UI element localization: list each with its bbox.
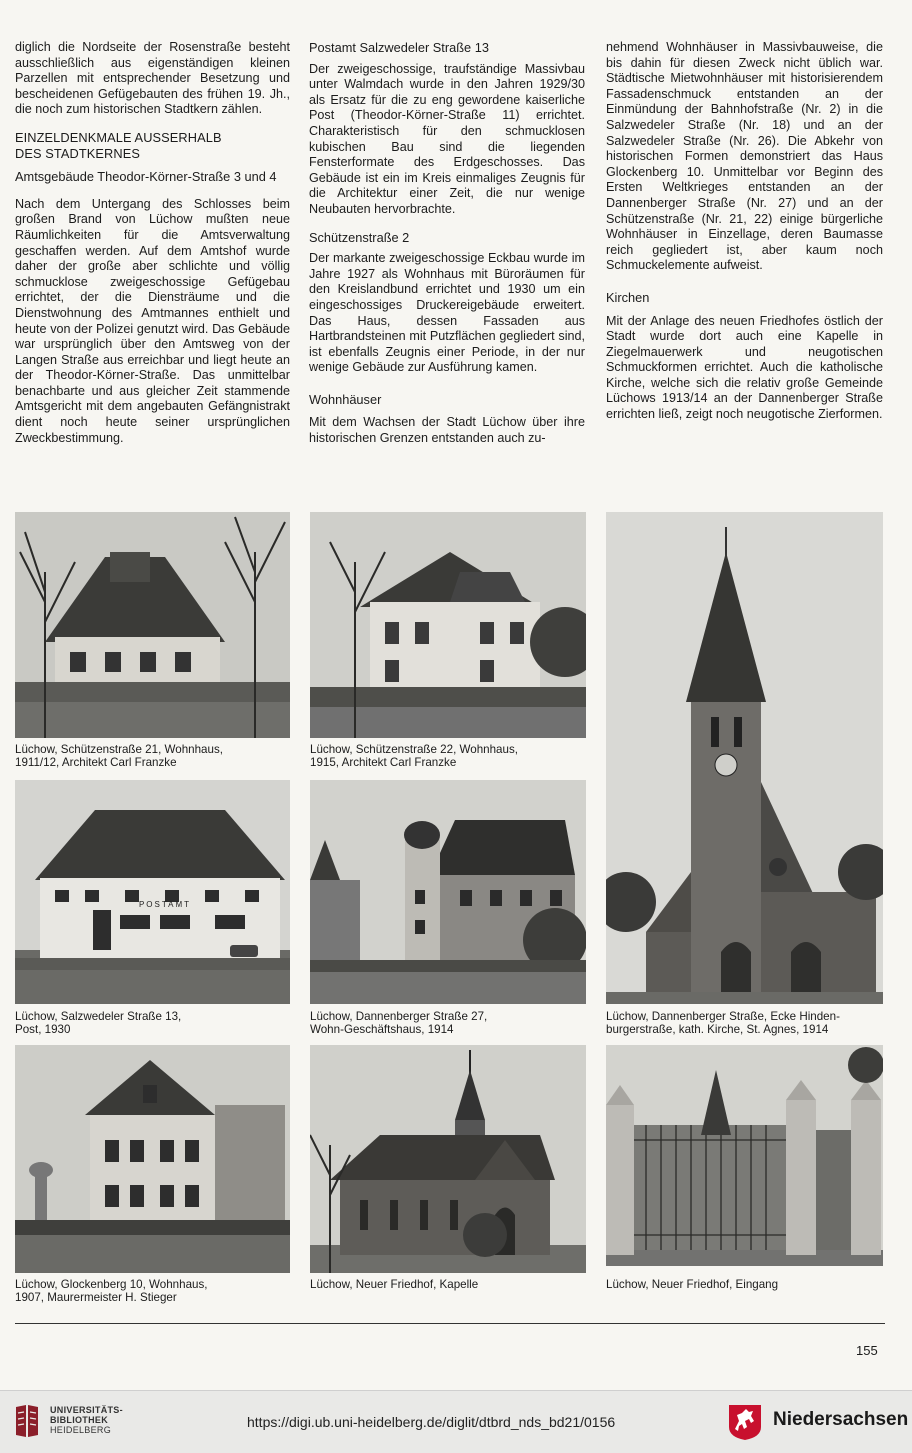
photo-postamt	[15, 780, 290, 1004]
subheading: Postamt Salzwedeler Straße 13	[309, 40, 489, 55]
caption-line: Lüchow, Dannenberger Straße, Ecke Hinden-	[606, 1010, 840, 1023]
caption-line: Lüchow, Neuer Friedhof, Kapelle	[310, 1278, 479, 1291]
section-heading-line: EINZELDENKMALE AUSSERHALB	[15, 129, 222, 145]
subheading: Schützenstraße 2	[309, 229, 410, 245]
photo-cemetery-chapel	[310, 1045, 586, 1273]
caption-line: Lüchow, Salzwedeler Straße 13,	[15, 1010, 182, 1023]
subheading: Wohnhäuser	[309, 391, 382, 407]
library-name-line: HEIDELBERG	[50, 1425, 112, 1435]
caption-line: Lüchow, Schützenstraße 22, Wohnhaus,	[310, 743, 518, 756]
caption-line: Lüchow, Schützenstraße 21, Wohnhaus,	[15, 743, 223, 756]
caption-line: 1911/12, Architekt Carl Franzke	[15, 756, 177, 770]
photo-caption	[606, 1010, 840, 1036]
photo-caption	[606, 1278, 778, 1291]
caption-line: Lüchow, Glockenberg 10, Wohnhaus,	[15, 1278, 208, 1291]
divider	[15, 1323, 885, 1324]
university-library-name[interactable]	[50, 1405, 123, 1435]
caption-line: Lüchow, Dannenberger Straße 27,	[310, 1010, 488, 1023]
page-url-link[interactable]: https://digi.ub.uni-heidelberg.de/diglit/dtbrd_nds_bd21/0156	[247, 1414, 616, 1430]
paragraph: diglich die Nordseite der Rosenstraße besteht ausschließlich aus eigenständigen kleinen Parzellen mit entsprechender Besetzung und bescheidenen Gefügebauten des frühen 19. Jh., die noch zum historischen Stadtkern zählen.	[15, 40, 290, 117]
photo-caption	[310, 1278, 478, 1291]
caption-line: Wohn-Geschäftshaus, 1914	[310, 1023, 454, 1037]
postamt-sign: POSTAMT	[138, 900, 192, 909]
paragraph: Mit der Anlage des neuen Friedhofes östlich der Stadt wurde dort auch eine Kapelle in Ziegelmauerwerk und neugotischen Schmuckformen errichtet. Auch die katholische Kirche, welche sich die relativ große Gemeinde Lüchows 1913/14 an der Dannenberger Straße errichten ließ, zeigt noch neugotische Zierformen.	[606, 313, 883, 422]
text-column-3	[606, 40, 883, 435]
text-column-1	[15, 40, 290, 458]
footer-bar	[0, 1390, 912, 1453]
paragraph: Der zweigeschossige, traufständige Massivbau unter Walmdach wurde in den Jahren 1929/30 als Ersatz für die zu eng gewordene kaiserliche Post (Theodor-Körner-Straße 11) errichtet. Charakteristisch für den schmucklosen kubischen Bau sind die liegenden Fensterformate des Erdgeschosses. Das Gebäude ist ein im Kreis einmaliges Zeugnis für die Architektur einer Zeit, die nur wenige Neubauten hervorbrachte.	[309, 61, 585, 216]
paragraph: Der markante zweigeschossige Eckbau wurde im Jahre 1927 als Wohnhaus mit Büroräumen für den Kreislandbund errichtet und 1930 um ein eingeschossiges Druckereigebäude erweitert. Das Haus, dessen Fassaden aus Hartbrandsteinen mit Putzflächen gegliedert sind, ist ebenfalls Zeugnis einer Periode, in der nur wenige Gebäude zur Ausführung kamen.	[309, 251, 585, 375]
caption-line: Post, 1930	[15, 1023, 71, 1037]
photo-cemetery-gate	[606, 1045, 883, 1266]
section-heading	[15, 130, 290, 161]
paragraph: Nach dem Untergang des Schlosses beim großen Brand von Lüchow mußten neue Räumlichkeiten für die Amtsverwaltung geschaffen werden. Auf dem Amtshof wurde daher der große aber schlichte und völlig schmucklose zweigeschossige Gefügebau errichtet, der die Diensträume und die Dienstwohnung des Amtmannes enthielt und heute von der Polizei genutzt wird. Das Gebäude war ursprünglich über den Amtsweg von der Langen Straße aus erreichbar und liegt heute an der Theodor-Körner-Straße. Das unmittelbar benachbarte und aus gleicher Zeit stammende Amtsgericht mit dem angebauten Gefängnistrakt dient noch heute seiner ursprünglichen Zweckbestimmung.	[15, 196, 290, 445]
photo-caption	[15, 1010, 181, 1036]
university-library-logo-icon[interactable]	[12, 1403, 42, 1439]
photo-church-st-agnes	[606, 512, 883, 1004]
page-number: 155	[856, 1343, 878, 1358]
paragraph: nehmend Wohnhäuser in Massivbauweise, die bis dahin für diesen Zweck nicht üblich war. Städtische Mietwohnhäuser mit historisierendem Fassadenschmuck entstanden an der Einmündung der Bahnhofstraße (Nr. 2) in die Salzwedeler Straße (Nr. 18) und an der Salzwedeler Straße (Nr. 26). Die Abkehr von historischen Formen demonstriert das Haus Glockenberg 10. Unmittelbar vor Beginn des Ersten Weltkrieges entstanden an der Dannenberger Straße (Nr. 27) und an der Schützenstraße (Nr. 21, 22) einige bürgerliche Wohnhäuser in Einzellage, deren Baumasse reich gegliedert ist, aber kaum noch Schmuckelemente aufweist.	[606, 40, 883, 273]
photo-caption	[15, 743, 223, 769]
partner-name[interactable]: Niedersachsen	[773, 1409, 909, 1430]
subheading: Kirchen	[606, 289, 650, 305]
subheading: Amtsgebäude Theodor-Körner-Straße 3 und 4	[15, 169, 277, 185]
library-name-line: UNIVERSITÄTS-	[50, 1405, 123, 1415]
caption-line: burgerstraße, kath. Kirche, St. Agnes, 1914	[606, 1023, 829, 1037]
paragraph: Mit dem Wachsen der Stadt Lüchow über ihre historischen Grenzen entstanden auch zu-	[309, 415, 585, 446]
section-heading-line: DES STADTKERNES	[15, 145, 140, 161]
caption-line: Lüchow, Neuer Friedhof, Eingang	[606, 1278, 779, 1291]
photo-dannenberger-strasse-27	[310, 780, 586, 1004]
caption-line: 1907, Maurermeister H. Stieger	[15, 1291, 177, 1305]
photo-house-schuetzenstrasse-22	[310, 512, 586, 738]
library-name-line: BIBLIOTHEK	[50, 1415, 108, 1425]
photo-caption	[310, 743, 518, 769]
photo-caption	[15, 1278, 208, 1304]
text-column-2	[309, 40, 585, 459]
photo-house-schuetzenstrasse-21	[15, 512, 290, 738]
caption-line: 1915, Architekt Carl Franzke	[310, 756, 457, 770]
photo-caption	[310, 1010, 487, 1036]
photo-glockenberg-10	[15, 1045, 290, 1273]
niedersachsen-horse-logo-icon[interactable]	[727, 1403, 763, 1441]
